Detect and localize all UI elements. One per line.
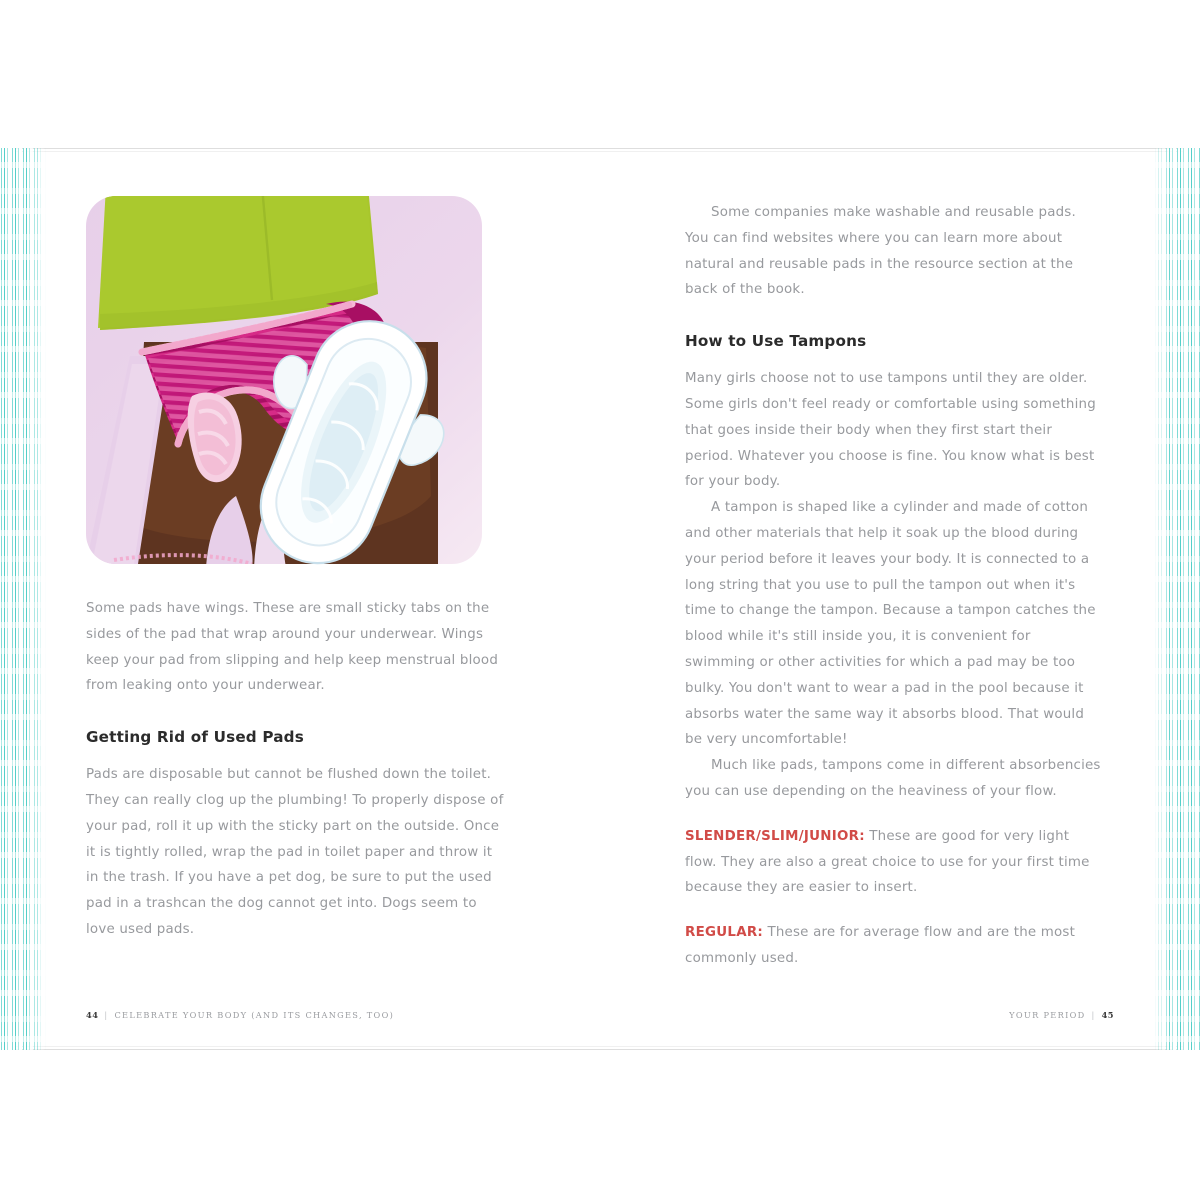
left-page-number: 44 — [86, 1010, 99, 1020]
right-column-text — [685, 200, 1103, 972]
left-page — [46, 148, 586, 1050]
right-page-footer — [1009, 1010, 1114, 1020]
left-paragraph-wings: Some pads have wings. These are small sticky tabs on the sides of the pad that wrap around your underwear. Wings keep your pad from slipping and help keep menstrual blood from leaking onto your underwear. — [86, 601, 499, 694]
pad-underwear-illustration — [86, 196, 531, 586]
absorbency-item-regular — [685, 920, 1103, 972]
left-page-edge-decoration — [0, 148, 46, 1050]
right-page — [600, 148, 1154, 1050]
left-paragraph-disposal: Pads are disposable but cannot be flushed down the toilet. They can really clog up the plumbing! To properly dispose of your pad, roll it up with the sticky part on the outside. Once it is tightly rolled, wrap the pad in toilet paper and throw it in the trash. If you have a pet dog, be sure to put the used pad in a trashcan the dog cannot get into. Dogs seem to love used pads. — [86, 767, 504, 937]
right-paragraph-absorbencies-intro: Much like pads, tampons come in different absorbencies you can use depending on the heaviness of your flow. — [685, 758, 1101, 799]
right-paragraph-reusable-pads: Some companies make washable and reusable pads. You can find websites where you can learn more about natural and reusable pads in the resource section at the back of the book. — [685, 205, 1076, 298]
right-running-head: YOUR PERIOD — [1009, 1010, 1086, 1020]
right-page-edge-decoration — [1154, 148, 1200, 1050]
absorbency-description-slender: These are good for very light flow. They are also a great choice to use for your first time because they are easier to insert. — [685, 828, 1090, 896]
heading-getting-rid-of-used-pads: Getting Rid of Used Pads — [86, 728, 304, 747]
left-page-footer — [86, 1010, 394, 1020]
heading-how-to-use-tampons: How to Use Tampons — [685, 332, 867, 351]
right-page-number: 45 — [1101, 1010, 1114, 1020]
left-running-head: CELEBRATE YOUR BODY (AND ITS CHANGES, TOO) — [114, 1010, 395, 1020]
right-footer-separator: | — [1091, 1010, 1096, 1020]
right-paragraph-tampon-description: A tampon is shaped like a cylinder and made of cotton and other materials that help it soak up the blood during your period before it leaves your body. It is connected to a long string that you use to pull the tampon out when it's time to change the tampon. Because a tampon catches the blood while it's still inside you, it is convenient for swimming or other activities for which a pad may be too bulky. You don't want to wear a pad in the pool because it absorbs water the same way it absorbs blood. That would be very uncomfortable! — [685, 500, 1096, 748]
absorbency-description-regular: These are for average flow and are the most commonly used. — [685, 925, 1076, 966]
absorbency-label-regular: REGULAR: — [685, 925, 764, 941]
left-column-text — [86, 596, 504, 943]
left-footer-separator: | — [104, 1010, 109, 1020]
right-paragraph-choose-tampons: Many girls choose not to use tampons until they are older. Some girls don't feel ready or comfortable using something that goes inside their body when they first start their period. Whatever you choose is fine. You know what is best for your body. — [685, 371, 1096, 490]
absorbency-item-slender — [685, 824, 1103, 901]
book-spread — [0, 148, 1200, 1050]
absorbency-label-slender: SLENDER/SLIM/JUNIOR: — [685, 828, 865, 844]
